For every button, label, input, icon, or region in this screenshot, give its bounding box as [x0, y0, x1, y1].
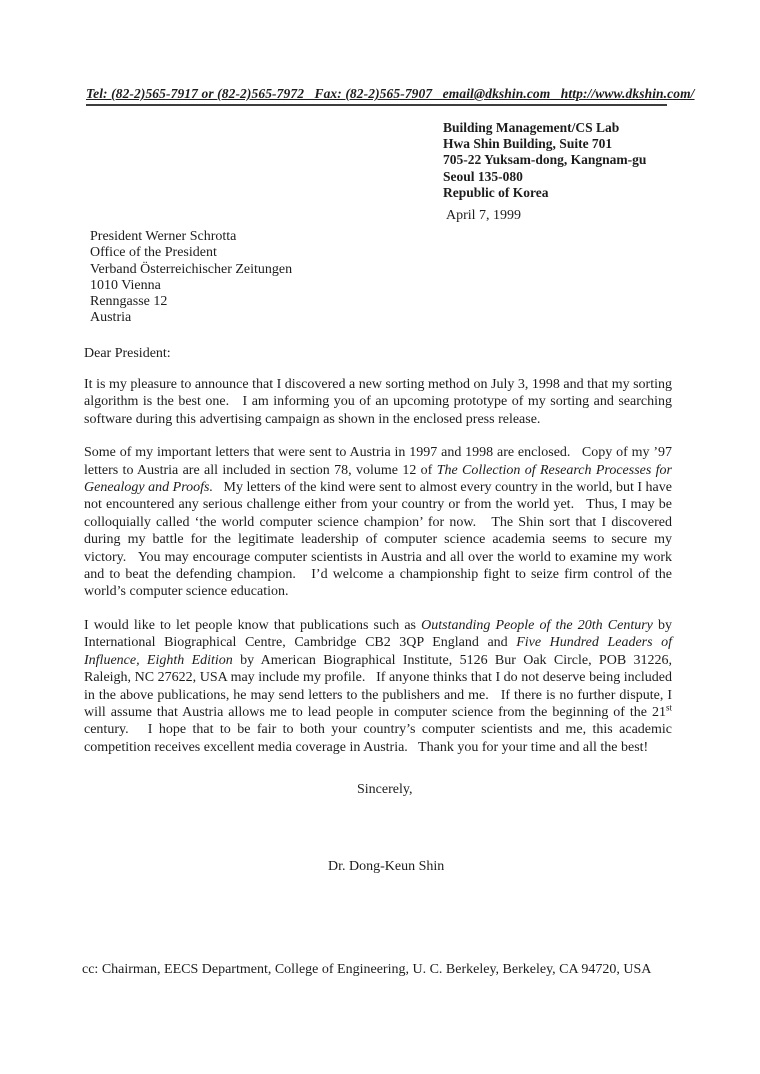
- signature-name: Dr. Dong-Keun Shin: [328, 859, 445, 874]
- sender-line: Hwa Shin Building, Suite 701: [443, 136, 613, 152]
- closing-line: Sincerely,: [357, 782, 413, 797]
- body-paragraph-1: It is my pleasure to announce that I discovered a new sorting method on July 3, 1998 and that my sorting algorithm is the best one. I am informing you of an upcoming prototype of my sorting and searching software during this advertising campaign as shown in the enclosed press release.: [84, 377, 672, 427]
- date-line: April 7, 1999: [446, 208, 522, 223]
- salutation: Dear President:: [84, 346, 171, 361]
- contact-header-text: Tel: (82-2)565-7917 or (82-2)565-7972 Fax: (82-2)565-7907 email@dkshin.com http://www.dkshin.com/: [86, 86, 695, 101]
- sender-line: 705-22 Yuksam-dong, Kangnam-gu: [443, 152, 647, 168]
- recipient-line: Austria: [90, 310, 132, 326]
- contact-header: [86, 86, 695, 106]
- recipient-line: President Werner Schrotta: [90, 229, 237, 244]
- letter-body: [84, 376, 672, 772]
- recipient-line: Renngasse 12: [90, 294, 168, 310]
- sender-line: Republic of Korea: [443, 184, 549, 200]
- sender-line: Building Management/CS Lab: [443, 120, 620, 135]
- sender-line: Seoul 135-080: [443, 168, 523, 184]
- body-paragraph-3: I would like to let people know that publications such as Outstanding People of the 20th Century by International Biographical Centre, Cambridge CB2 3QP England and Five Hundred Leaders of Influence, Eighth Edition by American Biographical Institute, 5126 Bur Oak Circle, POB 31226, Raleigh, NC 27622, USA may include my profile. If anyone thinks that I do not deserve being included in the above publications, he may send letters to the publishers and me. If there is no further dispute, I will assume that Austria allows me to lead people in computer science from the beginning of the 21st century. I hope that to be fair to both your country’s computer scientists and me, this academic competition receives excellent media coverage in Austria. Thank you for your time and all the best!: [84, 617, 673, 755]
- recipient-line: Verband Österreichischer Zeitungen: [90, 261, 293, 277]
- sender-address-block: [443, 120, 646, 201]
- recipient-address-block: [90, 229, 292, 327]
- recipient-line: Office of the President: [90, 245, 217, 261]
- body-paragraph-2: Some of my important letters that were sent to Austria in 1997 and 1998 are enclosed. Copy of my ’97 letters to Austria are all included in section 78, volume 12 of The Collection of Research Processes for Genealogy and Proofs. My letters of the kind were sent to almost every country in the world, but I have not encountered any serious challenge either from your country or from the world yet. Thus, I may be colloquially called ‘the world computer science champion’ for now. The Shin sort that I discovered during my battle for the legitimate leadership of computer science academia seems to secure my victory. You may encourage computer scientists in Austria and all over the world to examine my work and to beat the defending champion. I’d welcome a championship fight to seize firm control of the world’s computer science education.: [84, 445, 673, 600]
- recipient-line: 1010 Vienna: [90, 277, 161, 293]
- cc-line: cc: Chairman, EECS Department, College of Engineering, U. C. Berkeley, Berkeley, CA 94720, USA: [82, 962, 652, 977]
